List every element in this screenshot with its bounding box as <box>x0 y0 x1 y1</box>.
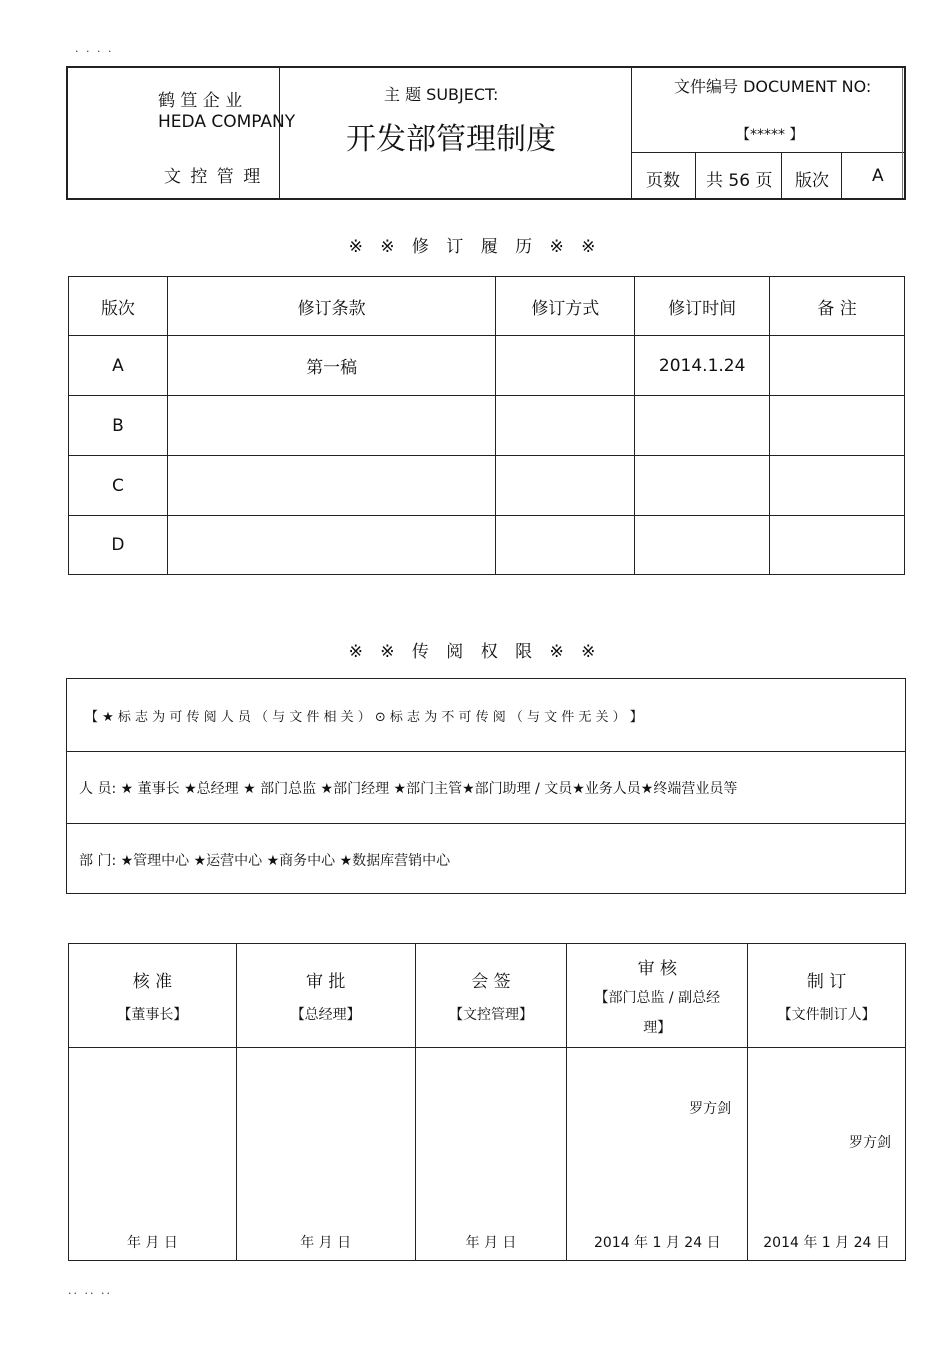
signoff-role: 【总经理】 <box>290 1007 361 1023</box>
doc-number-label: 文件编号 DOCUMENT NO: <box>674 77 872 96</box>
cell-version: A <box>69 336 168 396</box>
top-dots: . . . . <box>75 42 114 55</box>
signoff-approve-header <box>69 944 237 1048</box>
pages-value: 共 56 页 <box>706 171 773 191</box>
signoff-approve-cell <box>69 1048 237 1261</box>
signoff-role-cont: 理】 <box>643 1020 672 1036</box>
circulation-legend: 【 ★ 标 志 为 可 传 阅 人 员 （ 与 文 件 相 关 ） ⊙ 标 志 为 不 可 传 阅 （ 与 文 件 无 关 ） 】 <box>85 709 643 725</box>
col-remark: 备 注 <box>770 277 905 336</box>
company-name-cn: 鹤 笪 企 业 <box>158 91 243 111</box>
signoff-authorize-cell <box>236 1048 415 1261</box>
cell-method <box>496 396 635 456</box>
cell-version: B <box>69 396 168 456</box>
subject-label: 主 题 SUBJECT: <box>384 85 499 104</box>
signoff-date: 年 月 日 <box>465 1235 517 1251</box>
signoff-date: 年 月 日 <box>300 1235 352 1251</box>
document-header <box>66 66 906 200</box>
signoff-review-header <box>567 944 748 1048</box>
signoff-signer: 罗方剑 <box>689 1101 732 1117</box>
cell-remark <box>770 336 905 396</box>
cell-time <box>635 456 770 516</box>
revision-header-row <box>69 277 905 336</box>
document-title: 开发部管理制度 <box>346 122 556 157</box>
cell-remark <box>770 516 905 575</box>
signoff-header-row <box>69 944 906 1048</box>
bottom-dots: .. .. .. <box>68 1284 112 1297</box>
version-value: A <box>872 166 884 186</box>
pages-label: 页数 <box>646 171 680 191</box>
circulation-title: ※ ※ 传 阅 权 限 ※ ※ <box>348 642 602 662</box>
signoff-title: 会 签 <box>471 972 511 992</box>
signoff-title: 审 批 <box>305 972 346 992</box>
signoff-role: 【文控管理】 <box>448 1007 533 1023</box>
cell-time <box>635 396 770 456</box>
col-method: 修订方式 <box>496 277 635 336</box>
cell-remark <box>770 456 905 516</box>
signoff-role: 【董事长】 <box>117 1007 188 1023</box>
signoff-countersign-header <box>415 944 567 1048</box>
cell-time <box>635 516 770 575</box>
version-label: 版次 <box>795 171 829 191</box>
signoff-draft-cell <box>748 1048 906 1261</box>
signoff-date: 2014 年 1 月 24 日 <box>593 1235 721 1251</box>
circulation-box <box>66 678 906 894</box>
signoff-date: 年 月 日 <box>126 1235 178 1251</box>
signoff-signer: 罗方剑 <box>849 1135 891 1151</box>
col-version: 版次 <box>69 277 168 336</box>
revision-table <box>68 276 905 575</box>
signoff-review-cell <box>567 1048 748 1261</box>
circulation-departments: 部 门: ★管理中心 ★运营中心 ★商务中心 ★数据库营销中心 <box>67 823 905 895</box>
signoff-authorize-header <box>236 944 415 1048</box>
signoff-countersign-cell <box>415 1048 567 1261</box>
table-row <box>69 516 905 575</box>
signoff-role: 【部门总监 / 副总经 <box>594 990 721 1006</box>
cell-method <box>496 516 635 575</box>
signoff-date: 2014 年 1 月 24 日 <box>763 1235 890 1251</box>
cell-clause <box>167 396 496 456</box>
cell-version: D <box>69 516 168 575</box>
cell-clause <box>167 456 496 516</box>
col-time: 修订时间 <box>635 277 770 336</box>
signoff-table <box>68 943 906 1261</box>
signoff-role: 【文件制订人】 <box>777 1007 876 1023</box>
cell-time: 2014.1.24 <box>635 336 770 396</box>
cell-clause: 第一稿 <box>167 336 496 396</box>
table-row <box>69 456 905 516</box>
cell-remark <box>770 396 905 456</box>
company-name-en: HEDA COMPANY <box>158 112 296 132</box>
revision-history-title: ※ ※ 修 订 履 历 ※ ※ <box>348 237 602 257</box>
cell-method <box>496 336 635 396</box>
circulation-personnel: 人 员: ★ 董事长 ★总经理 ★ 部门总监 ★部门经理 ★部门主管★部门助理 / 文员★业务人员★终端营业员等 <box>67 751 905 823</box>
table-row <box>69 396 905 456</box>
department-label: 文 控 管 理 <box>164 167 263 187</box>
col-clause: 修订条款 <box>167 277 496 336</box>
table-row <box>69 336 905 396</box>
cell-version: C <box>69 456 168 516</box>
signoff-title: 核 准 <box>132 972 173 992</box>
cell-clause <box>167 516 496 575</box>
doc-number-value: 【***** 】 <box>736 127 804 143</box>
signoff-title: 制 订 <box>806 972 847 992</box>
signoff-title: 审 核 <box>637 959 677 979</box>
cell-method <box>496 456 635 516</box>
signoff-draft-header <box>748 944 906 1048</box>
signoff-body-row <box>69 1048 906 1261</box>
